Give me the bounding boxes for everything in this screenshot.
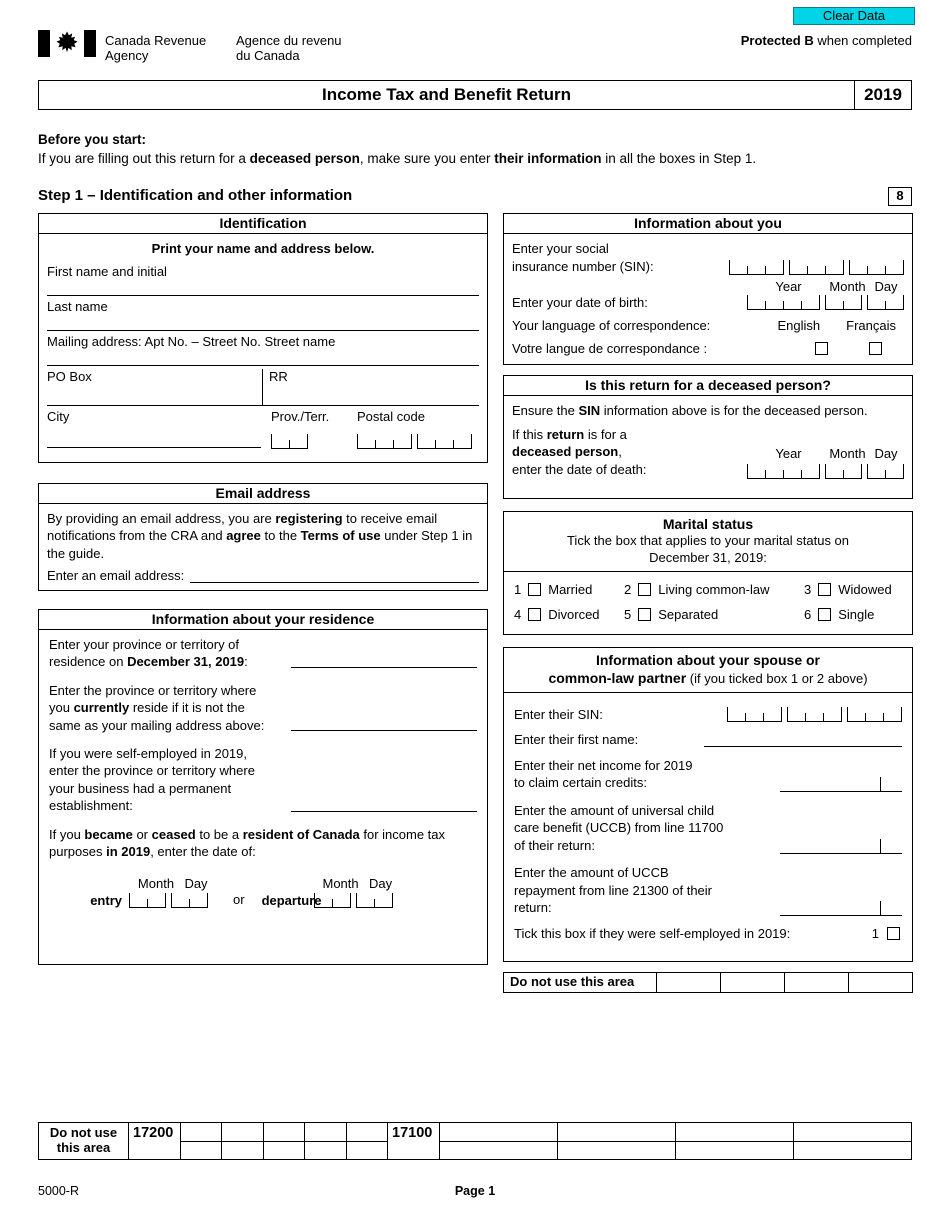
do-not-use-cell [849,973,912,992]
grid-cell [347,1123,387,1159]
po-box-rr-row [47,369,479,406]
departure-date-header [321,876,401,891]
do-not-use-cell [785,973,849,992]
language-row-french [512,341,904,356]
tax-year: 2019 [854,81,911,109]
marital-status-panel [503,511,913,635]
date-of-death-label: If this return is for a deceased person, enter the date of death: [512,426,647,478]
do-not-use-bottom-area [38,1122,912,1160]
agency-name-french [236,33,342,64]
departure-label: departure [261,893,322,909]
or-label: or [233,892,245,908]
spouse-uccb-repayment-field[interactable] [780,901,902,916]
spouse-header [504,648,912,693]
spouse-net-income-row [514,757,902,792]
city-label: City [47,409,70,424]
line-17200-label: 17200 [129,1123,181,1159]
residence-body [39,630,487,914]
date-of-death-comb[interactable] [747,464,904,479]
protected-b-rest: when completed [813,33,912,48]
protected-b-label [741,33,912,48]
spouse-net-income-field[interactable] [780,777,902,792]
city-input-line[interactable] [47,447,261,448]
grid-cell [440,1123,558,1159]
province-comb[interactable] [271,434,357,449]
residence-panel [38,609,488,965]
email-title: Email address [39,484,487,504]
marital-option-single: 6 Single [804,606,875,622]
do-not-use-cell [721,973,785,992]
sin-comb[interactable] [729,260,904,275]
postal-code-label: Postal code [357,409,425,424]
death-day-label: Day [874,446,898,462]
grid-cell [264,1123,305,1159]
spouse-net-income-label: Enter their net income for 2019 to claim certain credits: [514,758,693,791]
line-17100-grid [440,1123,911,1159]
corner-number-box: 8 [888,187,912,206]
spouse-first-name-row [514,732,902,747]
do-not-use-cell [657,973,721,992]
before-you-start-heading: Before you start: [38,132,147,147]
entry-date-comb[interactable] [129,893,208,908]
residence-province-label: Enter your province or territory of residence on December 31, 2019: [49,637,248,670]
marital-status-header [504,512,912,572]
spouse-self-employed-row [514,926,902,941]
spouse-uccb-label: Enter the amount of universal child care benefit (UCCB) from line 11700 of their return: [514,802,724,853]
entry-date-header [136,876,216,891]
current-residence-label: Enter the province or territory where you currently reside if it is not the same as your mailing address above: [49,682,265,733]
current-residence-row [49,682,477,734]
mailing-address-label: Mailing address: Apt No. – Street No. Street name [47,334,336,349]
marital-status-title: Marital status [662,516,754,532]
before-you-start [38,131,912,168]
death-month-label: Month [829,446,866,462]
spouse-title-line1: Information about your spouse or [595,652,820,668]
po-box-field[interactable]: PO Box [47,369,263,405]
departure-month-label: Month [322,876,359,892]
sin-label: Enter your social insurance number (SIN): [512,241,654,274]
email-input-label: Enter an email address: [47,567,185,583]
spouse-uccb-row [514,802,902,854]
residence-province-row [49,636,477,671]
do-not-use-strip [503,972,913,993]
language-row-english [512,318,904,333]
separated-checkbox[interactable] [638,608,651,621]
print-name-instruction: Print your name and address below. [151,241,375,256]
do-not-use-strip-label: Do not use this area [504,973,657,992]
protected-b-bold: Protected B [740,33,814,48]
step1-row [38,187,912,206]
email-body [39,504,487,591]
city-field [47,409,271,454]
marital-options [504,582,912,622]
married-checkbox[interactable] [528,583,541,596]
form-title: Income Tax and Benefit Return [321,85,572,104]
spouse-sin-row [514,707,902,722]
line-17200-grid [181,1123,388,1159]
dob-label: Enter your date of birth: [512,295,648,311]
spouse-self-employed-number: 1 [871,926,879,942]
spouse-first-name-input-line[interactable] [704,733,902,747]
language-label-fr: Votre langue de correspondance : [512,341,708,357]
form-number: 5000-R [38,1184,79,1198]
residency-change-label: If you became or ceased to be a resident of Canada for income tax purposes in 2019, enter the date of: [49,826,446,860]
grid-cell [222,1123,263,1159]
dob-date-header [512,279,904,294]
city-prov-postal-row [47,406,479,454]
date-of-birth-comb[interactable] [747,295,904,310]
agency-name-english [105,33,206,64]
marital-option-living-common-law: 2 Living common-law [624,581,770,597]
spouse-self-employed-label: Tick this box if they were self-employed in 2019: [514,926,791,942]
english-label: English [777,318,821,334]
page-number: Page 1 [454,1184,496,1198]
province-field [271,409,357,454]
grid-cell [794,1123,911,1159]
deceased-title: Is this return for a deceased person? [504,376,912,396]
deceased-panel [503,375,913,499]
first-name-input-line[interactable] [47,279,479,296]
email-panel [38,483,488,591]
widowed-checkbox[interactable] [818,583,831,596]
left-column [38,213,488,965]
language-label: Your language of correspondence: [512,318,711,334]
spouse-first-name-label: Enter their first name: [514,732,639,748]
form-title-bar [38,80,912,110]
francais-checkbox[interactable] [869,342,882,355]
deceased-body [504,396,912,483]
email-input-line[interactable] [190,581,479,583]
marital-option-widowed: 3 Widowed [804,581,892,597]
english-checkbox[interactable] [815,342,828,355]
marital-option-married: 1 Married [514,581,593,597]
grid-cell [181,1123,222,1159]
rr-field[interactable]: RR [269,369,288,384]
postal-code-comb[interactable] [357,434,479,449]
death-date-header [750,446,904,461]
grid-cell [676,1123,794,1159]
email-input-row [47,568,479,583]
residence-title: Information about your residence [39,610,487,630]
entry-label: entry [90,893,122,909]
spouse-panel [503,647,913,962]
spouse-sin-label: Enter their SIN: [514,707,603,723]
bottom-do-not-use-label: Do not use this area [39,1123,129,1159]
marital-option-separated: 5 Separated [624,606,719,622]
dob-year-label: Year [775,279,802,295]
identification-body [39,234,487,458]
entry-month-label: Month [137,876,175,892]
departure-day-label: Day [369,876,393,892]
entry-day-label: Day [184,876,208,892]
residence-province-input-line[interactable] [291,667,477,668]
divorced-checkbox[interactable] [528,608,541,621]
entry-date-col [77,876,216,908]
line-17100-label: 17100 [388,1123,440,1159]
single-checkbox[interactable] [818,608,831,621]
about-you-title: Information about you [504,214,912,234]
first-name-label: First name and initial [47,264,167,279]
postal-code-field [357,409,479,454]
spouse-uccb-field[interactable] [780,839,902,854]
before-you-start-text: If you are filling out this return for a deceased person, make sure you enter their information in all the boxes in Step 1. [38,150,757,166]
agency-en-line2: Agency [105,48,149,64]
about-you-panel [503,213,913,365]
about-you-body [504,234,912,360]
spouse-uccb-repayment-label: Enter the amount of UCCB repayment from line 21300 of their return: [514,865,712,915]
self-employed-province-input-line[interactable] [291,811,477,812]
spouse-uccb-repayment-row [514,864,902,916]
last-name-input-line[interactable] [47,314,479,331]
self-employed-province-label: If you were self-employed in 2019, enter the province or territory where your business had a permanent establishment: [49,746,255,814]
departure-date-comb[interactable] [314,893,393,908]
marital-subtitle-line2: December 31, 2019: [649,550,767,566]
dob-day-label: Day [874,279,898,295]
current-residence-input-line[interactable] [291,730,477,731]
identification-title: Identification [39,214,487,234]
identification-panel [38,213,488,463]
last-name-label: Last name [47,299,108,314]
grid-cell [305,1123,346,1159]
marital-subtitle-line1: Tick the box that applies to your marital status on [566,533,850,549]
date-of-death-row [512,426,904,480]
spouse-sin-comb[interactable] [727,707,902,722]
agency-fr-line2: du Canada [236,48,300,64]
spouse-title-line2: common-law partner (if you ticked box 1 or 2 above) [548,670,868,687]
email-info-text: By providing an email address, you are registering to receive email notifications from the CRA and agree to the Terms of use under Step 1 in the guide. [47,511,473,561]
deceased-sin-note: Ensure the SIN information above is for the deceased person. [512,403,868,418]
dob-month-label: Month [829,279,866,295]
maple-leaf-icon [38,30,96,57]
grid-cell [558,1123,676,1159]
prov-terr-label: Prov./Terr. [271,409,330,424]
step1-heading: Step 1 – Identification and other information [38,187,353,204]
canada-flag-logo [38,30,96,57]
sin-row [512,240,904,275]
francais-label: Français [846,318,896,334]
spouse-body [504,693,912,955]
clear-data-button[interactable]: Clear Data [793,7,915,25]
self-employed-province-row [49,745,477,815]
agency-fr-line1: Agence du revenu [236,33,342,48]
marital-option-divorced: 4 Divorced [514,606,600,622]
living-common-law-checkbox[interactable] [638,583,651,596]
spouse-self-employed-checkbox[interactable] [887,927,900,940]
dob-row [512,295,904,310]
death-year-label: Year [775,446,802,462]
departure-date-col [262,876,401,908]
right-column [503,213,913,993]
agency-en-line1: Canada Revenue [105,33,207,48]
mailing-address-input-line[interactable] [47,349,479,366]
entry-departure-row [49,876,477,908]
